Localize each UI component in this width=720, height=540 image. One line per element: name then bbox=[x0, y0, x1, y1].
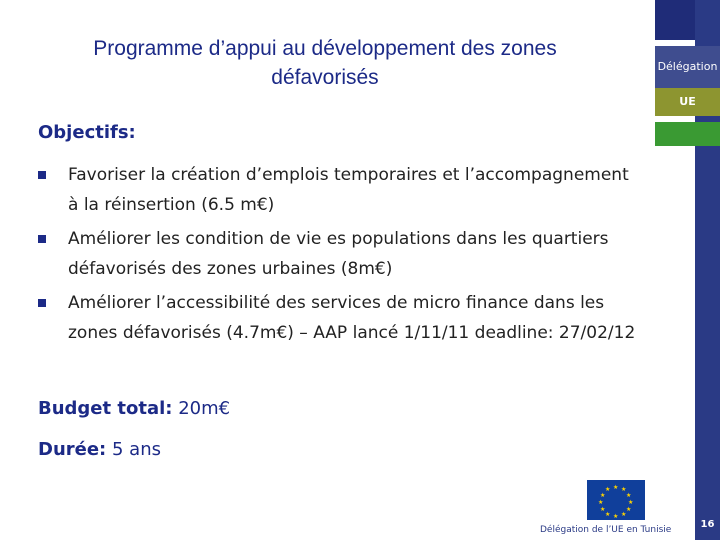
duree-label: Durée: bbox=[38, 439, 107, 460]
sidebar-tab-ue[interactable]: UE bbox=[655, 88, 720, 116]
objectifs-heading: Objectifs: bbox=[38, 122, 136, 143]
objective-text: Améliorer l’accessibilité des services de micro finance dans les zones défavorisés (4.7m€) – AAP lancé 1/11/11 deadline: 27/02/12 bbox=[68, 293, 636, 343]
slide-title bbox=[20, 34, 630, 92]
slide-title-line1: Programme d’appui au développement des zones bbox=[93, 37, 557, 60]
budget-line bbox=[38, 398, 230, 419]
objective-item bbox=[38, 224, 638, 284]
objectives-list bbox=[38, 160, 638, 352]
duree-line bbox=[38, 439, 161, 460]
objective-text: Améliorer les condition de vie es populations dans les quartiers défavorisés des zones urbaines (8m€) bbox=[68, 229, 609, 279]
square-bullet-icon bbox=[38, 235, 46, 243]
objective-text: Favoriser la création d’emplois temporaires et l’accompagnement à la réinsertion (6.5 m€) bbox=[68, 165, 629, 215]
sidebar-top-block bbox=[655, 0, 695, 40]
sidebar-tab-delegation[interactable]: Délégation bbox=[655, 46, 720, 88]
slide-title-line2: défavorisés bbox=[271, 66, 379, 89]
budget-value: 20m€ bbox=[178, 398, 231, 419]
square-bullet-icon bbox=[38, 299, 46, 307]
sidebar-tab-green bbox=[655, 122, 720, 146]
eu-flag-icon: ★ ★ ★ ★ ★ ★ ★ ★ ★ ★ ★ ★ bbox=[587, 480, 645, 520]
objective-item bbox=[38, 288, 638, 348]
page-number: 16 bbox=[700, 519, 715, 530]
objective-item bbox=[38, 160, 638, 220]
square-bullet-icon bbox=[38, 171, 46, 179]
budget-label: Budget total: bbox=[38, 398, 173, 419]
footer-text: Délégation de l’UE en Tunisie bbox=[540, 525, 672, 535]
duree-value: 5 ans bbox=[111, 439, 161, 460]
